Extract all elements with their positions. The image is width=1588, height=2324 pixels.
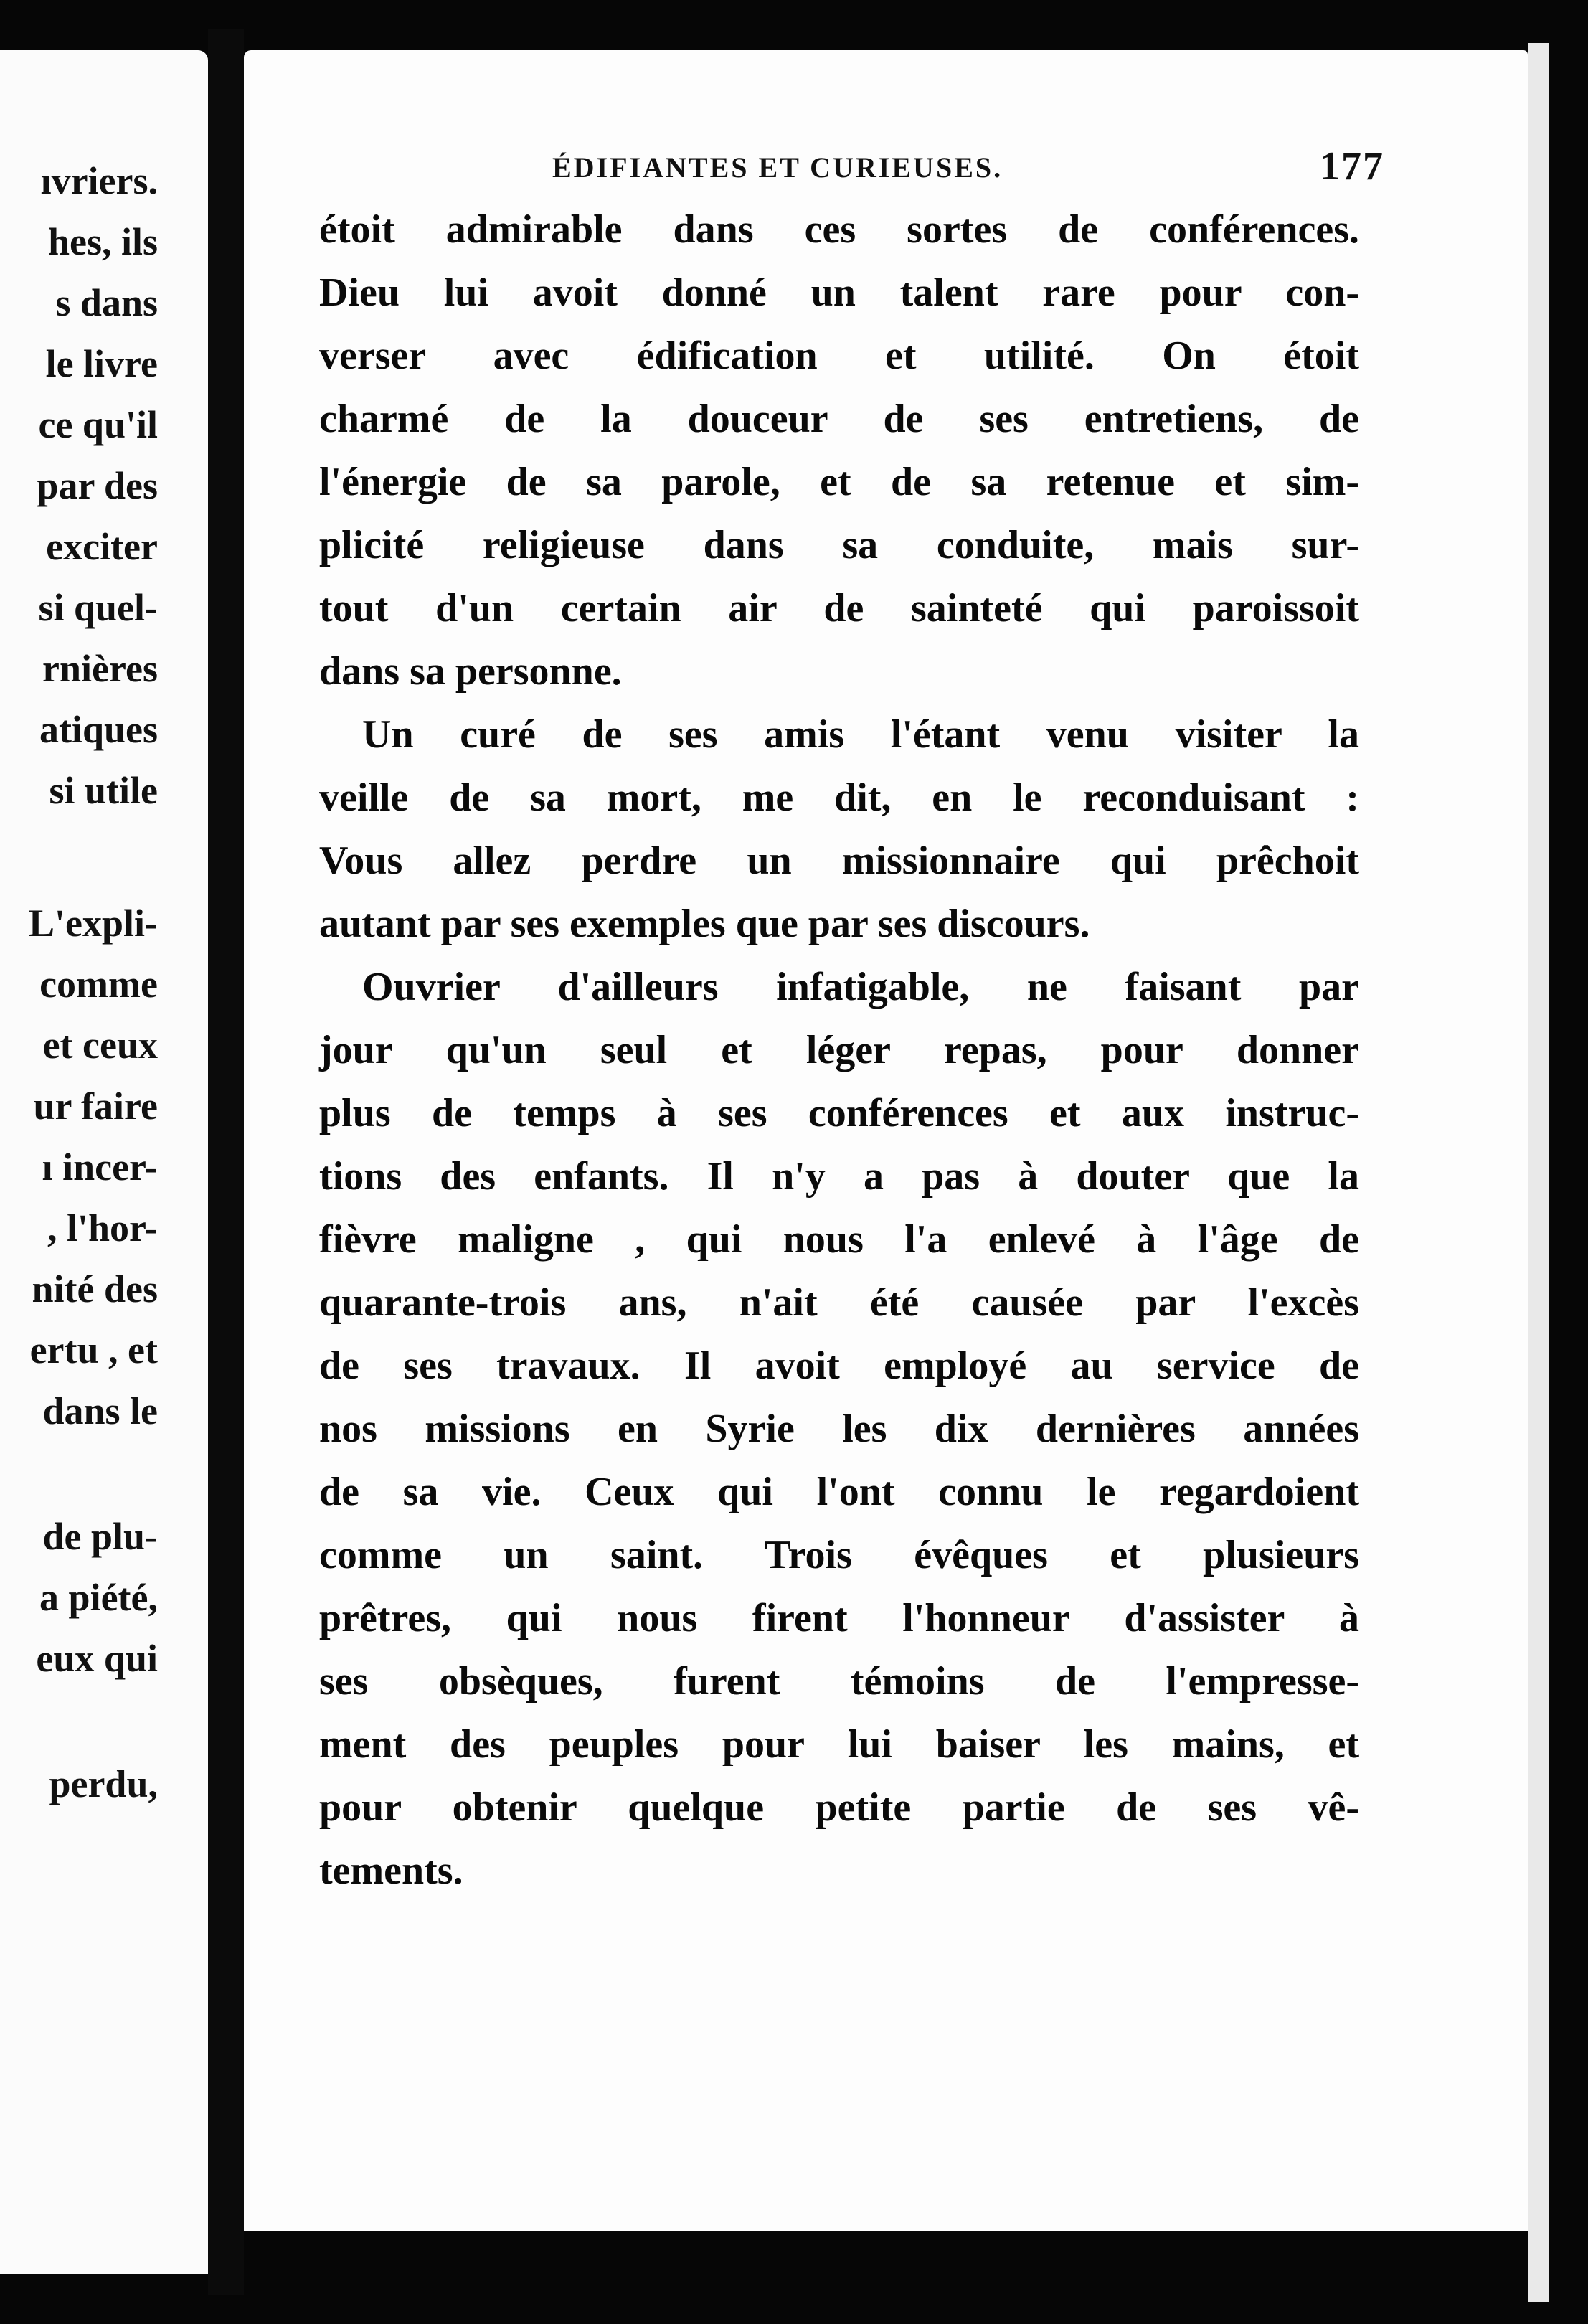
text-line: quarante-trois ans, n'ait été causée par l'excès [319, 1280, 1359, 1325]
book-gutter [208, 29, 244, 2295]
left-page-line: eux qui [36, 1637, 158, 1680]
left-page-line: le livre [45, 342, 158, 385]
left-page-line: atiques [39, 708, 158, 751]
text-line: tout d'un certain air de sainteté qui paroissoit [319, 586, 1359, 630]
text-line: de sa vie. Ceux qui l'ont connu le regardoient [319, 1470, 1359, 1514]
left-page-line: de plu- [42, 1515, 158, 1558]
left-page-line: , l'hor- [47, 1206, 158, 1250]
text-line: verser avec édification et utilité. On étoit [319, 334, 1359, 378]
left-page-line: exciter [46, 525, 158, 568]
left-page-line: ıvriers. [40, 159, 158, 202]
text-line: charmé de la douceur de ses entretiens, de [319, 397, 1359, 441]
text-line: nos missions en Syrie les dix dernières années [319, 1407, 1359, 1451]
left-page-line: hes, ils [47, 220, 158, 263]
text-line: l'énergie de sa parole, et de sa retenue et sim- [319, 460, 1359, 504]
text-line: comme un saint. Trois évêques et plusieurs [319, 1533, 1359, 1577]
text-line: Vous allez perdre un missionnaire qui prêchoit [319, 839, 1359, 883]
left-page-line: nité des [32, 1267, 158, 1310]
running-header: ÉDIFIANTES ET CURIEUSES. [552, 151, 1003, 184]
left-page-line: ertu , et [29, 1328, 158, 1371]
text-line: fièvre maligne , qui nous l'a enlevé à l'âge de [319, 1217, 1359, 1262]
left-page-line: ur faire [33, 1085, 158, 1128]
left-page-line: comme [39, 963, 158, 1006]
text-line: de ses travaux. Il avoit employé au service de [319, 1343, 1359, 1388]
text-line: Dieu lui avoit donné un talent rare pour con- [319, 270, 1359, 315]
text-line: jour qu'un seul et léger repas, pour donner [319, 1028, 1359, 1072]
text-line: pour obtenir quelque petite partie de ses vê- [319, 1785, 1359, 1830]
text-line: ment des peuples pour lui baiser les mains, et [319, 1722, 1359, 1767]
text-line: dans sa personne. [319, 649, 622, 694]
left-facing-page [0, 50, 208, 2274]
text-line: prêtres, qui nous firent l'honneur d'assister à [319, 1596, 1359, 1640]
left-page-line: a piété, [39, 1576, 158, 1619]
text-line: tements. [319, 1848, 463, 1893]
left-page-line: par des [37, 464, 158, 507]
page-number: 177 [1320, 144, 1384, 189]
text-line: ses obsèques, furent témoins de l'empresse- [319, 1659, 1359, 1704]
text-line: Ouvrier d'ailleurs infatigable, ne faisant par [362, 965, 1359, 1009]
text-line: Un curé de ses amis l'étant venu visiter la [362, 712, 1359, 757]
text-line: tions des enfants. Il n'y a pas à douter que la [319, 1154, 1359, 1199]
left-page-line: perdu, [49, 1762, 158, 1805]
text-line: autant par ses exemples que par ses discours. [319, 902, 1090, 946]
text-line: plus de temps à ses conférences et aux instruc- [319, 1091, 1359, 1135]
left-page-line: ce qu'il [38, 403, 158, 446]
main-page [244, 50, 1528, 2231]
left-page-line: s dans [55, 281, 158, 324]
left-page-line: L'expli- [28, 902, 158, 945]
text-line: plicité religieuse dans sa conduite, mais sur- [319, 523, 1359, 567]
left-page-line: dans le [42, 1389, 158, 1432]
left-page-line: si quel- [38, 586, 158, 629]
left-page-line: rnières [42, 647, 158, 690]
left-page-line: ı incer- [42, 1146, 158, 1189]
left-page-line: et ceux [42, 1024, 158, 1067]
text-line: étoit admirable dans ces sortes de conférences. [319, 207, 1359, 252]
text-line: veille de sa mort, me dit, en le reconduisant : [319, 775, 1359, 820]
left-page-line: si utile [49, 769, 158, 812]
page-edge [1528, 43, 1549, 2302]
